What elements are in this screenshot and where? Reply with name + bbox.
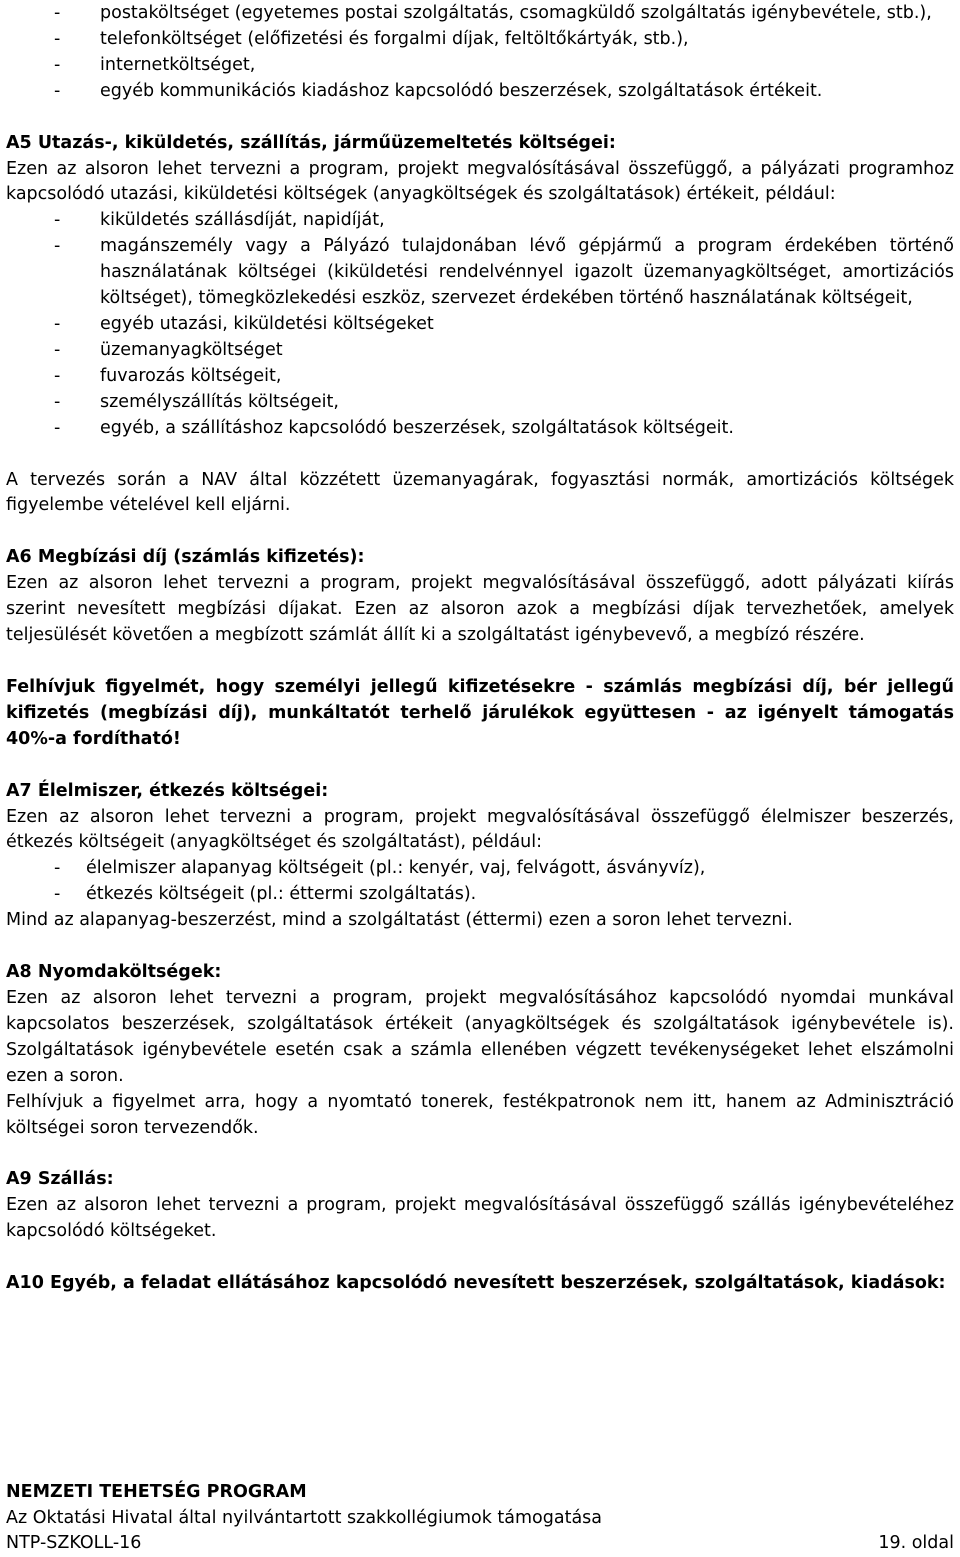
section-closing: Mind az alapanyag-beszerzést, mind a szolgáltatást (éttermi) ezen a soron lehet tervezni. bbox=[6, 910, 793, 931]
section-body: Ezen az alsoron lehet tervezni a program, projekt megvalósításával összefüggő, adott pályázati kiírás szerint nevesített megbízási díjakat. Ezen az alsoron azok a megbízási díjak tervezhetőek, amelyek teljesülését követően a megbízott számlát állít ki a szolgáltatást igénybevevő, a megbízó részére. bbox=[6, 573, 954, 646]
list-item: - internetköltséget, bbox=[6, 53, 954, 79]
dash-bullet: - bbox=[54, 339, 61, 360]
list-item: - egyéb kommunikációs kiadáshoz kapcsolódó beszerzések, szolgáltatások értékeit. bbox=[6, 79, 954, 105]
list-item: - élelmiszer alapanyag költségeit (pl.: kenyér, vaj, felvágott, ásványvíz), bbox=[6, 856, 954, 882]
section-heading: A10 Egyéb, a feladat ellátásához kapcsolódó nevesített beszerzések, szolgáltatások, kiadások: bbox=[6, 1273, 946, 1294]
dash-bullet: - bbox=[54, 417, 61, 438]
page-number: 19. oldal bbox=[878, 1533, 954, 1553]
footer-subtitle: Az Oktatási Hivatal által nyilvántartott szakkollégiumok támogatása bbox=[6, 1507, 603, 1528]
warning-text: Felhívjuk figyelmét, hogy személyi jellegű kifizetésekre - számlás megbízási díj, bér jellegű kifizetés (megbízási díj), munkáltatót terhelő járulékok együttesen - az igényelt támogatás 40%-a fordítható! bbox=[6, 676, 954, 749]
dash-bullet: - bbox=[54, 858, 61, 879]
dash-bullet: - bbox=[54, 54, 61, 75]
intro-list bbox=[6, 1, 954, 105]
dash-bullet: - bbox=[54, 236, 61, 257]
list-item: - telefonköltséget (előfizetési és forgalmi díjak, feltöltőkártyák, stb.), bbox=[6, 27, 954, 53]
section-heading: A5 Utazás-, kiküldetés, szállítás, járműüzemeltetés költségei: bbox=[6, 132, 616, 153]
section-a8 bbox=[6, 960, 954, 1141]
dash-bullet: - bbox=[54, 210, 61, 231]
list-item: - fuvarozás költségeit, bbox=[6, 364, 954, 390]
footer-code: NTP-SZKOLL-16 bbox=[6, 1533, 142, 1553]
section-body: Ezen az alsoron lehet tervezni a program, projekt megvalósításával összefüggő, a pályázati programhoz kapcsolódó utazási, kiküldetési költségek (anyagköltségek és szolgáltatások) értékeit, például: bbox=[6, 158, 954, 205]
footer-row bbox=[6, 1531, 954, 1557]
section-body: Ezen az alsoron lehet tervezni a program, projekt megvalósításával összefüggő szállás igénybevételéhez kapcsolódó költségeket. bbox=[6, 1195, 954, 1242]
dash-bullet: - bbox=[54, 391, 61, 412]
page-footer bbox=[6, 1480, 954, 1557]
dash-bullet: - bbox=[54, 365, 61, 386]
section-a5 bbox=[6, 131, 954, 520]
document-page bbox=[6, 1, 954, 1297]
list-item: - magánszemély vagy a Pályázó tulajdonában lévő gépjármű a program érdekében történő használatának költségei (kiküldetési rendelvénnyel igazolt üzemanyagköltséget, amortizációs költséget), tömegközlekedési eszköz, szervezet érdekében történő használatának költségeit, bbox=[54, 236, 954, 309]
a7-list bbox=[6, 856, 954, 908]
dash-bullet: - bbox=[54, 3, 61, 23]
section-body: Ezen az alsoron lehet tervezni a program, projekt megvalósításához kapcsolódó nyomdai munkával kapcsolatos beszerzések, szolgáltatások értékeit (anyagköltségek és szolgáltatások igénybevétele is). Szolgáltatások igénybevétele esetén csak a számla ellenében végzett tevékenységeket lehet elszámolni ezen a soron. bbox=[6, 988, 954, 1086]
section-a6 bbox=[6, 545, 954, 752]
section-note: A tervezés során a NAV által közzétett üzemanyagárak, fogyasztási normák, amortizációs költségek figyelembe vételével kell eljárni. bbox=[6, 469, 954, 516]
section-a10 bbox=[6, 1271, 954, 1297]
footer-program: NEMZETI TEHETSÉG PROGRAM bbox=[6, 1482, 307, 1502]
section-heading: A7 Élelmiszer, étkezés költségei: bbox=[6, 780, 329, 801]
dash-bullet: - bbox=[54, 884, 61, 905]
dash-bullet: - bbox=[54, 80, 61, 101]
list-item: - üzemanyagköltséget bbox=[6, 338, 954, 364]
section-a9 bbox=[6, 1167, 954, 1245]
section-a7 bbox=[6, 779, 954, 934]
section-heading: A6 Megbízási díj (számlás kifizetés): bbox=[6, 547, 365, 568]
section-heading: A8 Nyomdaköltségek: bbox=[6, 962, 222, 983]
section-note: Felhívjuk a figyelmet arra, hogy a nyomtató tonerek, festékpatronok nem itt, hanem az Adminisztráció költségei soron tervezendők. bbox=[6, 1091, 954, 1138]
a5-list bbox=[6, 208, 954, 441]
list-item: - személyszállítás költségeit, bbox=[6, 390, 954, 416]
section-body: Ezen az alsoron lehet tervezni a program, projekt megvalósításával összefüggő élelmiszer beszerzés, étkezés költségeit (anyagköltséget és szolgáltatást), például: bbox=[6, 806, 954, 853]
dash-bullet: - bbox=[54, 28, 61, 49]
list-item: - postaköltséget (egyetemes postai szolgáltatás, csomagküldő szolgáltatás igénybevétele, stb.), bbox=[6, 1, 954, 27]
list-item: - kiküldetés szállásdíját, napidíját, bbox=[6, 208, 954, 234]
list-item: - egyéb utazási, kiküldetési költségeket bbox=[6, 312, 954, 338]
dash-bullet: - bbox=[54, 313, 61, 334]
list-item: - egyéb, a szállításhoz kapcsolódó beszerzések, szolgáltatások költségeit. bbox=[6, 416, 954, 442]
section-heading: A9 Szállás: bbox=[6, 1169, 114, 1190]
list-item: - étkezés költségeit (pl.: éttermi szolgáltatás). bbox=[6, 882, 954, 908]
